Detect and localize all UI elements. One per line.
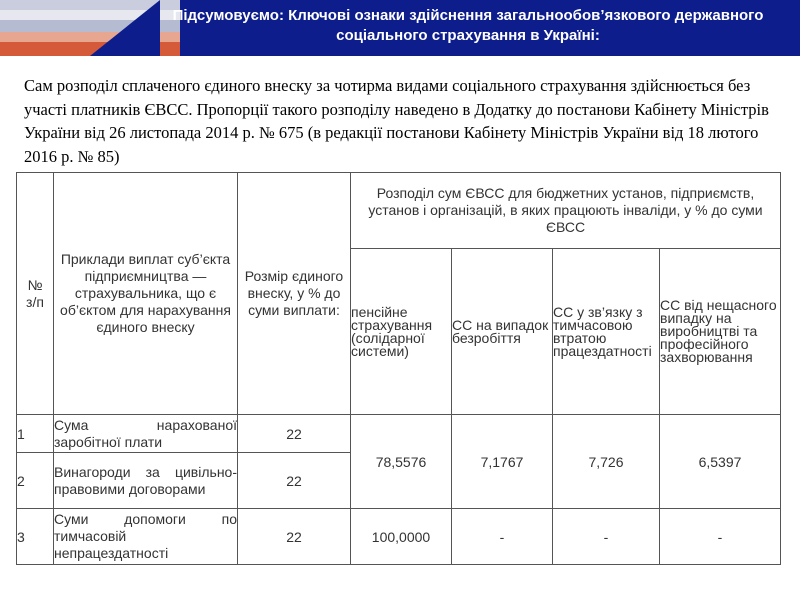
pension-share-value: 100,0000 (351, 509, 452, 565)
header-unemployment-insurance: СС на випадок безробіття (452, 249, 553, 415)
header-number: № з/п (17, 173, 54, 415)
temporary-disability-share-value: 7,726 (553, 415, 660, 509)
table-row (17, 415, 781, 453)
slide-title: Підсумовуємо: Ключові ознаки здійснення загальнообов’язкового державного соціального страхування в Україні: (172, 7, 764, 44)
header-accident-insurance: СС від нещасного випадку на виробництві та професійного захворювання (660, 249, 781, 415)
table-row (17, 509, 781, 565)
unemployment-share-value: - (452, 509, 553, 565)
row-number: 3 (17, 509, 54, 565)
header-contribution-rate: Розмір єдиного внеску, у % до суми виплати: (238, 173, 351, 415)
header-pension-insurance: пенсійне страхування (солідарної системи) (351, 249, 452, 415)
banner-wedge-decoration (90, 0, 160, 56)
row-number: 2 (17, 453, 54, 509)
row-description: Винагороди за цивільно-правовими договорами (54, 453, 238, 509)
contribution-distribution-table (16, 172, 781, 565)
pension-share-value: 78,5576 (351, 415, 452, 509)
header-distribution: Розподіл сум ЄВСС для бюджетних установ, підприємств, установ і організацій, в яких працюють інваліди, у % до суми ЄВСС (351, 173, 781, 249)
row-description: Суми допомоги по тимчасовій непрацездатності (54, 509, 238, 565)
row-description: Сума нарахованої заробітної плати (54, 415, 238, 453)
row-number: 1 (17, 415, 54, 453)
row-rate: 22 (238, 415, 351, 453)
header-temporary-disability-insurance: СС у зв’язку з тимчасовою втратою працездатності (553, 249, 660, 415)
accident-share-value: - (660, 509, 781, 565)
header-banner (0, 0, 800, 56)
row-rate: 22 (238, 509, 351, 565)
intro-paragraph: Сам розподіл сплаченого єдиного внеску за чотирма видами соціального страхування здійснюється без участі платників ЄВСС. Пропорції такого розподілу наведено в Додатку до постанови Кабінету Міністрів України від 26 листопада 2014 р. № 675 (в редакції постанови Кабінету Міністрів України від 18 лютого 2016 р. № 85) (24, 76, 769, 166)
row-rate: 22 (238, 453, 351, 509)
header-payment-examples: Приклади виплат суб’єкта підприємництва — страхувальника, що є об’єктом для нарахування єдиного внеску (54, 173, 238, 415)
unemployment-share-value: 7,1767 (452, 415, 553, 509)
temporary-disability-share-value: - (553, 509, 660, 565)
accident-share-value: 6,5397 (660, 415, 781, 509)
